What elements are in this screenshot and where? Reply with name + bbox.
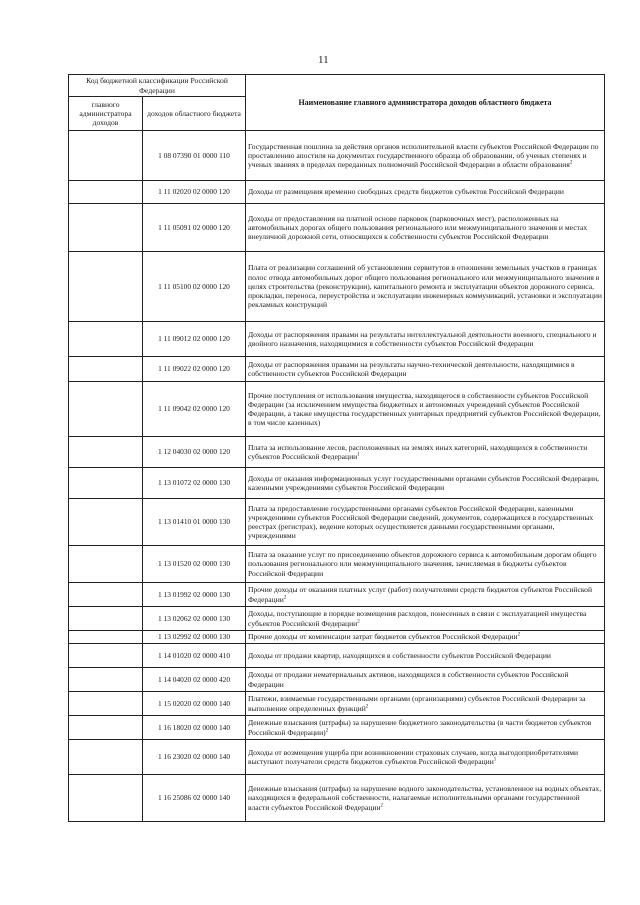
income-name-cell <box>246 131 605 181</box>
admin-code-cell <box>69 181 143 204</box>
income-name-text: Доходы от продажи нематериальных активов, находящихся в собственности субъектов Российской Федерации <box>248 670 569 689</box>
income-name-cell <box>246 252 605 322</box>
income-name-text: Прочие поступления от использования имущества, находящегося в собственности субъектов Российской Федерации (за исключением имущества бюджетных и автономных учреждений субъектов Российской Федерации, а также имущества государственных унитарных предприятий субъектов Российской Федерации, в том числе казенных) <box>248 390 601 428</box>
admin-code-cell <box>69 131 143 181</box>
admin-code-cell <box>69 357 143 382</box>
table-row <box>69 382 605 437</box>
table-row <box>69 775 605 822</box>
footnote-marker: 2 <box>365 703 369 709</box>
table-row <box>69 252 605 322</box>
table-row <box>69 631 605 644</box>
income-name-text: Доходы от оказания информационных услуг государственными органами субъектов Российской Федерации, казенными учреждениями субъектов Российской Федерации <box>248 473 600 492</box>
income-name-text: Доходы от продажи квартир, находящихся в собственности субъектов Российской Федерации <box>248 650 551 660</box>
header-income-code: доходов областного бюджета <box>143 97 246 131</box>
admin-code-cell <box>69 252 143 322</box>
table-row <box>69 468 605 499</box>
income-name-text: Государственная пошлина за действия органов исполнительной власти субъектов Российской Федерации по проставлению апостиля на документах государственного образца об образовании, об ученых степенях и ученых званиях в пределах переданных полномочий Российской Федерации в области образования <box>248 141 599 170</box>
income-name-cell <box>246 668 605 692</box>
table-row <box>69 740 605 775</box>
income-code-cell: 1 11 09042 02 0000 120 <box>143 382 246 437</box>
income-code-cell: 1 13 01992 02 0000 130 <box>143 583 246 607</box>
income-name-text: Денежные взыскания (штрафы) за нарушение водного законодательства, установленное на водных объектах, находящихся в федеральной собственности, налагаемые исполнительными органами государственной власти субъектов Российской Федерации <box>248 784 602 812</box>
footnote-marker: 2 <box>357 618 360 624</box>
table-row <box>69 437 605 468</box>
income-name-cell <box>246 775 605 822</box>
admin-code-cell <box>69 644 143 668</box>
income-name-text: Денежные взыскания (штрафы) за нарушение бюджетного законодательства (в части бюджетов субъектов Российской Федерации) <box>248 718 592 737</box>
table-row <box>69 668 605 692</box>
admin-code-cell <box>69 322 143 357</box>
income-code-cell: 1 11 05091 02 0000 120 <box>143 204 246 252</box>
income-name-cell <box>246 181 605 204</box>
income-name-text: Доходы от распоряжения правами на результаты научно-технической деятельности, находящимися в собственности субъектов Российской Федерации <box>248 359 575 378</box>
footnote-marker: 1 <box>493 757 497 763</box>
income-name-cell <box>246 631 605 644</box>
header-admin-code: главного администратора доходов <box>69 97 143 131</box>
income-name-cell <box>246 546 605 583</box>
table-row <box>69 716 605 740</box>
income-name-text: Прочие доходы от компенсации затрат бюджетов субъектов Российской Федерации <box>248 632 518 642</box>
income-code-cell: 1 12 04030 02 0000 120 <box>143 437 246 468</box>
table-row <box>69 607 605 631</box>
income-name-cell <box>246 437 605 468</box>
income-name-cell <box>246 468 605 499</box>
table-row <box>69 181 605 204</box>
admin-code-cell <box>69 668 143 692</box>
admin-code-cell <box>69 607 143 631</box>
income-name-cell <box>246 357 605 382</box>
footnote-marker: 1 <box>357 452 360 458</box>
income-name-text: Доходы от размещения временно свободных средств бюджетов субъектов Российской Федерации <box>248 187 564 197</box>
income-code-cell: 1 11 09012 02 0000 120 <box>143 322 246 357</box>
income-code-cell: 1 16 18020 02 0000 140 <box>143 716 246 740</box>
table-row <box>69 204 605 252</box>
table-row <box>69 322 605 357</box>
revenue-codes-table <box>68 74 605 822</box>
income-name-cell <box>246 716 605 740</box>
admin-code-cell <box>69 204 143 252</box>
income-code-cell: 1 11 05100 02 0000 120 <box>143 252 246 322</box>
admin-code-cell <box>69 631 143 644</box>
admin-code-cell <box>69 546 143 583</box>
income-code-cell: 1 13 02992 02 0000 130 <box>143 631 246 644</box>
header-budget-classification: Код бюджетной классификации Российской Федерации <box>69 75 246 97</box>
admin-code-cell <box>69 468 143 499</box>
footnote-marker: 2 <box>569 160 573 166</box>
income-code-cell: 1 13 01072 02 0000 130 <box>143 468 246 499</box>
income-code-cell: 1 11 02020 02 0000 120 <box>143 181 246 204</box>
income-name-cell <box>246 607 605 631</box>
table-row <box>69 644 605 668</box>
admin-code-cell <box>69 583 143 607</box>
income-name-text: Плата от реализации соглашений об установлении сервитутов в отношении земельных участков в границах полос отвода автомобильных дорог общего пользования регионального или межмуниципального значения в целях строительства (реконструкции), капитального ремонта и эксплуатации объектов дорожного сервиса, прокладки, переноса, переустройства и эксплуатации инженерных коммуникаций, установки и эксплуатации рекламных конструкций <box>248 263 602 310</box>
income-name-cell <box>246 644 605 668</box>
income-name-text: Доходы от распоряжения правами на результаты интеллектуальной деятельности военного, специального и двойного назначения, находящимися в собственности субъектов Российской Федерации <box>248 329 597 348</box>
income-name-text: Плата за оказание услуг по присоединению объектов дорожного сервиса к автомобильным дорогам общего пользования регионального или межмуниципального значения, зачисляемая в бюджеты субъектов Российской Федерации <box>248 550 597 578</box>
income-name-cell <box>246 740 605 775</box>
footnote-marker: 2 <box>325 727 329 733</box>
income-name-cell <box>246 382 605 437</box>
income-code-cell: 1 11 09022 02 0000 120 <box>143 357 246 382</box>
admin-code-cell <box>69 692 143 716</box>
table-row <box>69 583 605 607</box>
table-row <box>69 692 605 716</box>
income-code-cell: 1 16 23020 02 0000 140 <box>143 740 246 775</box>
income-code-cell: 1 15 02020 02 0000 140 <box>143 692 246 716</box>
admin-code-cell <box>69 499 143 546</box>
income-name-text: Плата за использование лесов, расположенных на землях иных категорий, находящихся в собственности субъектов Российской Федерации <box>248 442 588 461</box>
footnote-marker: 2 <box>517 632 521 638</box>
admin-code-cell <box>69 740 143 775</box>
page-number: 11 <box>318 54 329 66</box>
admin-code-cell <box>69 382 143 437</box>
income-name-text: Платежи, взимаемые государственными органами (организациями) субъектов Российской Федерации за выполнение определенных функций <box>248 694 586 713</box>
admin-code-cell <box>69 437 143 468</box>
income-name-cell <box>246 204 605 252</box>
footnote-marker: 2 <box>380 803 384 809</box>
admin-code-cell <box>69 775 143 822</box>
income-code-cell: 1 13 02062 02 0000 130 <box>143 607 246 631</box>
table-row <box>69 546 605 583</box>
income-name-text: Доходы от предоставления на платной основе парковок (парковочных мест), расположенных на автомобильных дорогах общего пользования регионального или межмуниципального значения и местах внеуличной дорожной сети, относящихся к собственности субъектов Российской Федерации <box>248 213 588 242</box>
income-name-cell <box>246 499 605 546</box>
income-code-cell: 1 08 07390 01 0000 110 <box>143 131 246 181</box>
header-administrator-name: Наименование главного администратора доходов областного бюджета <box>246 75 605 131</box>
footnote-marker: 2 <box>283 594 287 600</box>
income-name-cell <box>246 583 605 607</box>
income-name-cell <box>246 692 605 716</box>
income-name-text: Прочие доходы от оказания платных услуг (работ) получателями средств бюджетов субъектов Российской Федерации <box>248 585 593 604</box>
table-row <box>69 499 605 546</box>
income-code-cell: 1 13 01520 02 0000 130 <box>143 546 246 583</box>
table-row <box>69 131 605 181</box>
income-code-cell: 1 16 25086 02 0000 140 <box>143 775 246 822</box>
income-code-cell: 1 14 01020 02 0000 410 <box>143 644 246 668</box>
income-code-cell: 1 14 04020 02 0000 420 <box>143 668 246 692</box>
income-name-text: Плата за предоставление государственными органами субъектов Российской Федерации, казенными учреждениями субъектов Российской Федерации сведений, документов, содержащихся в государственных реестрах (регистрах), ведение которых осуществляется данными государственными органами, учреждениями <box>248 503 594 541</box>
income-name-text: Доходы от возмещения ущерба при возникновении страховых случаев, когда выгодоприобретателями выступают получатели средств бюджетов субъектов Российской Федерации <box>248 747 579 766</box>
income-code-cell: 1 13 01410 01 0000 130 <box>143 499 246 546</box>
income-name-cell <box>246 322 605 357</box>
table-row <box>69 357 605 382</box>
income-name-text: Доходы, поступающие в порядке возмещения расходов, понесенных в связи с эксплуатацией имущества субъектов Российской Федерации <box>248 609 587 628</box>
admin-code-cell <box>69 716 143 740</box>
